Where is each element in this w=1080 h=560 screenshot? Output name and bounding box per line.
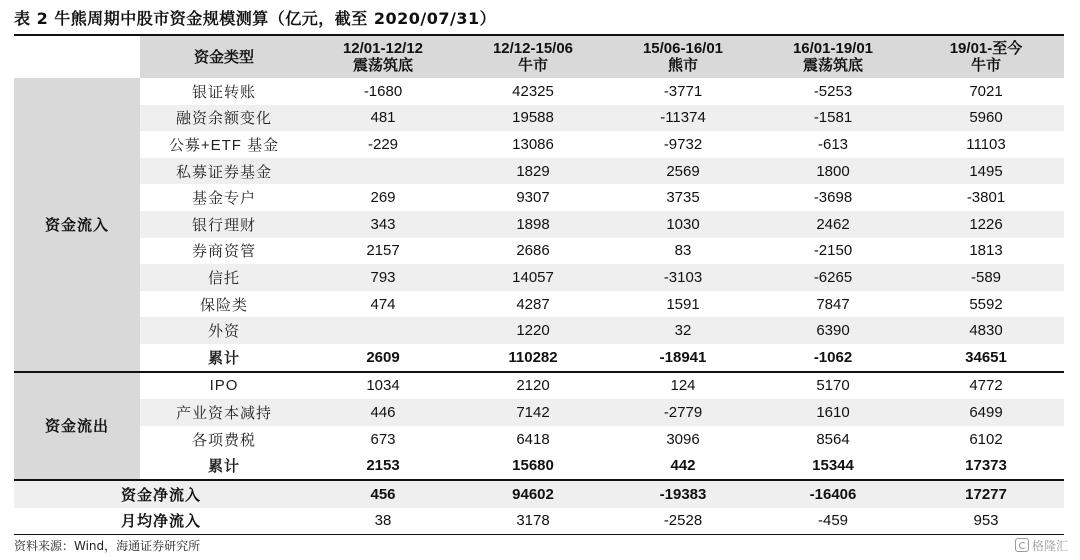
table-row bbox=[14, 131, 1064, 158]
fund-type-label: 信托 bbox=[140, 264, 308, 291]
total-value-cell: 110282 bbox=[458, 344, 608, 372]
fund-type-label: 银证转账 bbox=[191, 83, 256, 101]
total-label: 累计 bbox=[140, 344, 308, 372]
value-cell: 7847 bbox=[816, 295, 850, 313]
fund-type-label: 各项费税 bbox=[191, 431, 256, 449]
value-cell: -16406 bbox=[758, 480, 908, 508]
value-cell: -2150 bbox=[813, 242, 853, 260]
value-cell: -459 bbox=[817, 512, 849, 530]
value-cell: 456 bbox=[308, 480, 458, 508]
value-cell: 953 bbox=[973, 512, 999, 530]
value-cell: 1829 bbox=[458, 158, 608, 185]
table-row bbox=[14, 158, 1064, 185]
value-cell: -2779 bbox=[608, 399, 758, 426]
table-row bbox=[14, 291, 1064, 318]
value-cell: -3801 bbox=[966, 189, 1006, 207]
value-cell: 94602 bbox=[458, 480, 608, 508]
value-cell: 1226 bbox=[908, 211, 1064, 238]
value-cell: 1800 bbox=[758, 158, 908, 185]
source-note: 资料来源：Wind，海通证券研究所 bbox=[14, 539, 201, 553]
total-label: 累计 bbox=[140, 452, 308, 480]
fund-type-label: 银行理财 bbox=[140, 211, 308, 238]
total-value-cell: 34651 bbox=[908, 344, 1064, 372]
monthly-net-inflow-row-label: 月均净流入 bbox=[120, 513, 201, 531]
header-row bbox=[14, 36, 1064, 78]
total-value-cell: 442 bbox=[608, 452, 758, 480]
fund-type-label: 外资 bbox=[140, 317, 308, 344]
fund-type-label: 私募证券基金 bbox=[140, 158, 308, 185]
period-range: 16/01-19/01 bbox=[792, 40, 874, 57]
period-phase: 牛市 bbox=[517, 57, 548, 74]
value-cell bbox=[308, 317, 458, 344]
header-period-5 bbox=[908, 36, 1064, 78]
value-cell: 1610 bbox=[758, 399, 908, 426]
value-cell: 1813 bbox=[969, 242, 1003, 260]
value-cell: 6390 bbox=[758, 317, 908, 344]
value-cell: 673 bbox=[370, 430, 396, 448]
value-cell: -6265 bbox=[758, 264, 908, 291]
value-cell: -2528 bbox=[663, 512, 703, 530]
table-row bbox=[14, 399, 1064, 426]
outflow-total-row bbox=[14, 452, 1064, 480]
value-cell: 124 bbox=[608, 372, 758, 400]
value-cell: 2462 bbox=[758, 211, 908, 238]
value-cell: 1495 bbox=[908, 158, 1064, 185]
value-cell: -5253 bbox=[813, 82, 853, 100]
table-row bbox=[14, 238, 1064, 265]
table-row bbox=[14, 264, 1064, 291]
value-cell: -1680 bbox=[363, 82, 403, 100]
outflow-group-label: 资金流出 bbox=[14, 372, 140, 480]
value-cell: -11374 bbox=[608, 105, 758, 132]
monthly-net-inflow-row bbox=[14, 508, 1064, 535]
value-cell: -589 bbox=[908, 264, 1064, 291]
watermark bbox=[1015, 536, 1068, 556]
value-cell: 7021 bbox=[969, 82, 1003, 100]
value-cell: 481 bbox=[308, 105, 458, 132]
header-period-1 bbox=[308, 36, 458, 78]
table-body bbox=[14, 36, 1064, 534]
period-phase: 震荡筑底 bbox=[352, 57, 413, 74]
table-title: 表 2 牛熊周期中股市资金规模测算（亿元，截至 2020/07/31） bbox=[14, 9, 497, 28]
value-cell: 1591 bbox=[666, 295, 700, 313]
value-cell: 19588 bbox=[458, 105, 608, 132]
value-cell: 5960 bbox=[908, 105, 1064, 132]
header-period-3 bbox=[608, 36, 758, 78]
value-cell: 38 bbox=[374, 512, 392, 530]
table-row bbox=[14, 78, 1064, 105]
value-cell: -229 bbox=[367, 135, 399, 153]
fund-type-label: 基金专户 bbox=[191, 190, 256, 208]
value-cell: 3096 bbox=[666, 430, 700, 448]
value-cell: 5170 bbox=[758, 372, 908, 400]
value-cell: 11103 bbox=[966, 135, 1006, 153]
total-value-cell: 2153 bbox=[308, 452, 458, 480]
fund-type-label: 产业资本减持 bbox=[140, 399, 308, 426]
fund-type-label: 保险类 bbox=[199, 296, 248, 314]
period-range: 12/01-12/12 bbox=[342, 40, 424, 57]
value-cell: 6499 bbox=[908, 399, 1064, 426]
value-cell bbox=[308, 158, 458, 185]
value-cell: 6102 bbox=[969, 430, 1003, 448]
fund-type-label: 融资余额变化 bbox=[140, 105, 308, 132]
capital-flow-table bbox=[14, 36, 1064, 534]
value-cell: 269 bbox=[370, 189, 396, 207]
value-cell: 3178 bbox=[516, 512, 550, 530]
header-corner bbox=[14, 36, 140, 78]
period-range: 12/12-15/06 bbox=[492, 40, 574, 57]
value-cell: 32 bbox=[608, 317, 758, 344]
inflow-group-label: 资金流入 bbox=[14, 78, 140, 372]
value-cell: 2157 bbox=[366, 242, 400, 260]
value-cell: 5592 bbox=[969, 295, 1003, 313]
value-cell: 2569 bbox=[608, 158, 758, 185]
value-cell: 474 bbox=[370, 295, 396, 313]
net-inflow-row bbox=[14, 480, 1064, 508]
inflow-total-row bbox=[14, 344, 1064, 372]
table-row bbox=[14, 211, 1064, 238]
header-type: 资金类型 bbox=[140, 36, 308, 78]
header-period-2 bbox=[458, 36, 608, 78]
value-cell: 3735 bbox=[666, 189, 700, 207]
period-range: 15/06-16/01 bbox=[642, 40, 724, 57]
table-row bbox=[14, 426, 1064, 453]
period-range: 19/01-至今 bbox=[949, 40, 1023, 57]
value-cell: 343 bbox=[308, 211, 458, 238]
table-row bbox=[14, 372, 1064, 400]
net-inflow-row-label: 资金净流入 bbox=[14, 480, 308, 508]
period-phase: 牛市 bbox=[970, 57, 1001, 74]
value-cell: 1034 bbox=[308, 372, 458, 400]
value-cell: 13086 bbox=[512, 135, 554, 153]
table-row bbox=[14, 105, 1064, 132]
value-cell: 8564 bbox=[816, 430, 850, 448]
value-cell: -9732 bbox=[663, 135, 703, 153]
period-phase: 熊市 bbox=[667, 57, 698, 74]
value-cell: 1898 bbox=[458, 211, 608, 238]
fund-type-label: 公募+ETF 基金 bbox=[168, 136, 280, 154]
value-cell: 6418 bbox=[516, 430, 550, 448]
table-row bbox=[14, 317, 1064, 344]
watermark-text: 格隆汇 bbox=[1031, 539, 1068, 553]
total-value-cell: 2609 bbox=[308, 344, 458, 372]
value-cell: 1030 bbox=[608, 211, 758, 238]
value-cell: 2120 bbox=[458, 372, 608, 400]
fund-type-label: 券商资管 bbox=[191, 243, 256, 261]
bottom-rule bbox=[14, 534, 1064, 535]
total-value-cell: -18941 bbox=[608, 344, 758, 372]
value-cell: 1220 bbox=[458, 317, 608, 344]
total-value-cell: 15344 bbox=[758, 452, 908, 480]
value-cell: 42325 bbox=[512, 82, 554, 100]
total-value-cell: 15680 bbox=[458, 452, 608, 480]
value-cell: 793 bbox=[308, 264, 458, 291]
value-cell: 2686 bbox=[516, 242, 550, 260]
value-cell: 4772 bbox=[908, 372, 1064, 400]
value-cell: -3103 bbox=[608, 264, 758, 291]
total-value-cell: -1062 bbox=[758, 344, 908, 372]
value-cell: -613 bbox=[817, 135, 849, 153]
value-cell: 7142 bbox=[458, 399, 608, 426]
value-cell: 446 bbox=[308, 399, 458, 426]
watermark-logo-icon bbox=[1015, 538, 1029, 552]
value-cell: 4830 bbox=[908, 317, 1064, 344]
value-cell: -3771 bbox=[663, 82, 703, 100]
value-cell: 83 bbox=[674, 242, 692, 260]
table-row bbox=[14, 184, 1064, 211]
value-cell: -19383 bbox=[608, 480, 758, 508]
fund-type-label: IPO bbox=[140, 372, 308, 400]
value-cell: 17277 bbox=[908, 480, 1064, 508]
value-cell: 4287 bbox=[516, 295, 550, 313]
value-cell: 14057 bbox=[458, 264, 608, 291]
header-period-4 bbox=[758, 36, 908, 78]
total-value-cell: 17373 bbox=[908, 452, 1064, 480]
value-cell: 9307 bbox=[516, 189, 550, 207]
value-cell: -3698 bbox=[813, 189, 853, 207]
period-phase: 震荡筑底 bbox=[802, 57, 863, 74]
value-cell: -1581 bbox=[758, 105, 908, 132]
